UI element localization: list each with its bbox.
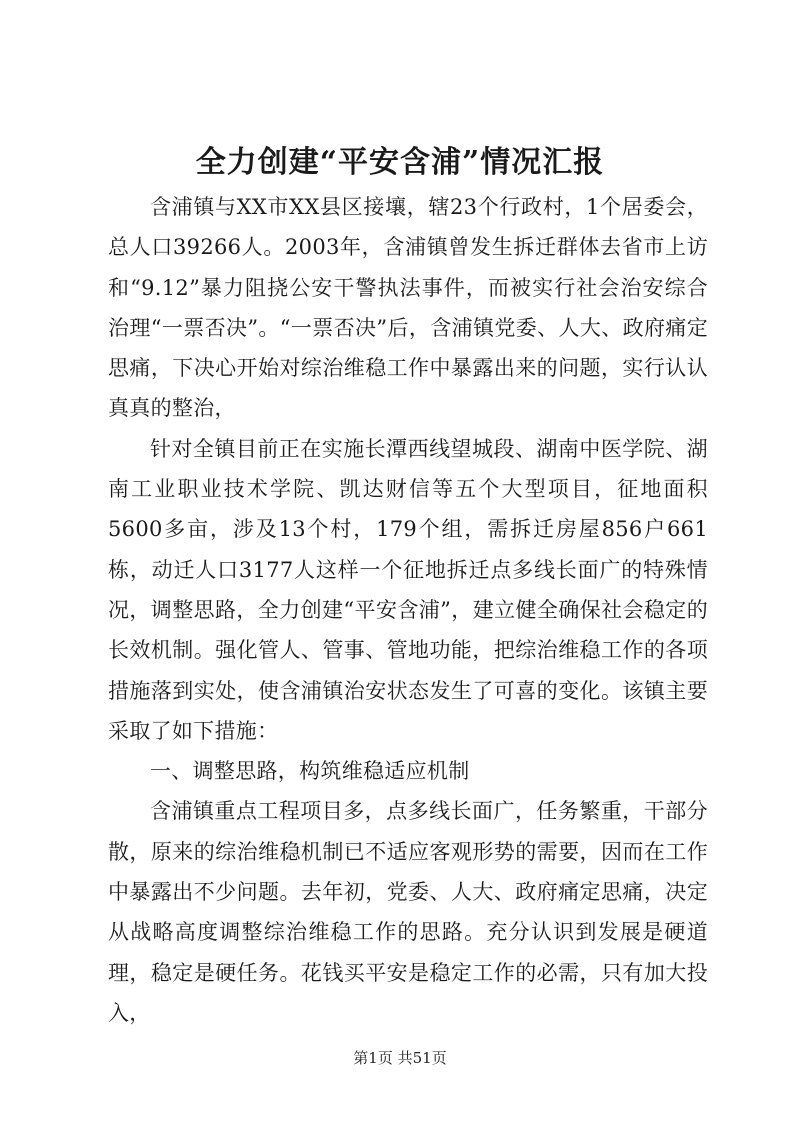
document-body <box>108 187 708 1033</box>
document-title: 全力创建“平安含浦”情况汇报 <box>195 145 605 180</box>
paragraph-intro: 含浦镇与XX市XX县区接壤，辖23个行政村，1个居委会，总人口39266人。2003年，含浦镇曾发生拆迁群体去省市上访和“9.12”暴力阻挠公安干警执法事件，而被实行社会治安综合治理“一票否决”。“一票否决”后，含浦镇党委、人大、政府痛定思痛，下决心开始对综治维稳工作中暴露出来的问题，实行认认真真的整治， <box>108 195 708 421</box>
page-footer: 第1页 共51页 <box>353 1049 447 1067</box>
section-heading-1: 一、调整思路，构筑维稳适应机制 <box>150 759 470 784</box>
paragraph-situation: 针对全镇目前正在实施长潭西线望城段、湖南中医学院、湖南工业职业技术学院、凯达财信等五个大型项目，征地面积5600多亩，涉及13个村，179个组，需拆迁房屋856户661栋，动迁人口3177人这样一个征地拆迁点多线长面广的特殊情况，调整思路，全力创建“平安含浦”，建立健全确保社会稳定的长效机制。强化管人、管事、管地功能，把综治维稳工作的各项措施落到实处，使含浦镇治安状态发生了可喜的变化。该镇主要采取了如下措施： <box>108 436 708 743</box>
paragraph-section-1: 含浦镇重点工程项目多，点多线长面广，任务繁重，干部分散，原来的综治维稳机制已不适应客观形势的需要，因而在工作中暴露出不少问题。去年初，党委、人大、政府痛定思痛，决定从战略高度调整综治维稳工作的思路。充分认识到发展是硬道理，稳定是硬任务。花钱买平安是稳定工作的必需，只有加大投入， <box>108 799 708 1025</box>
